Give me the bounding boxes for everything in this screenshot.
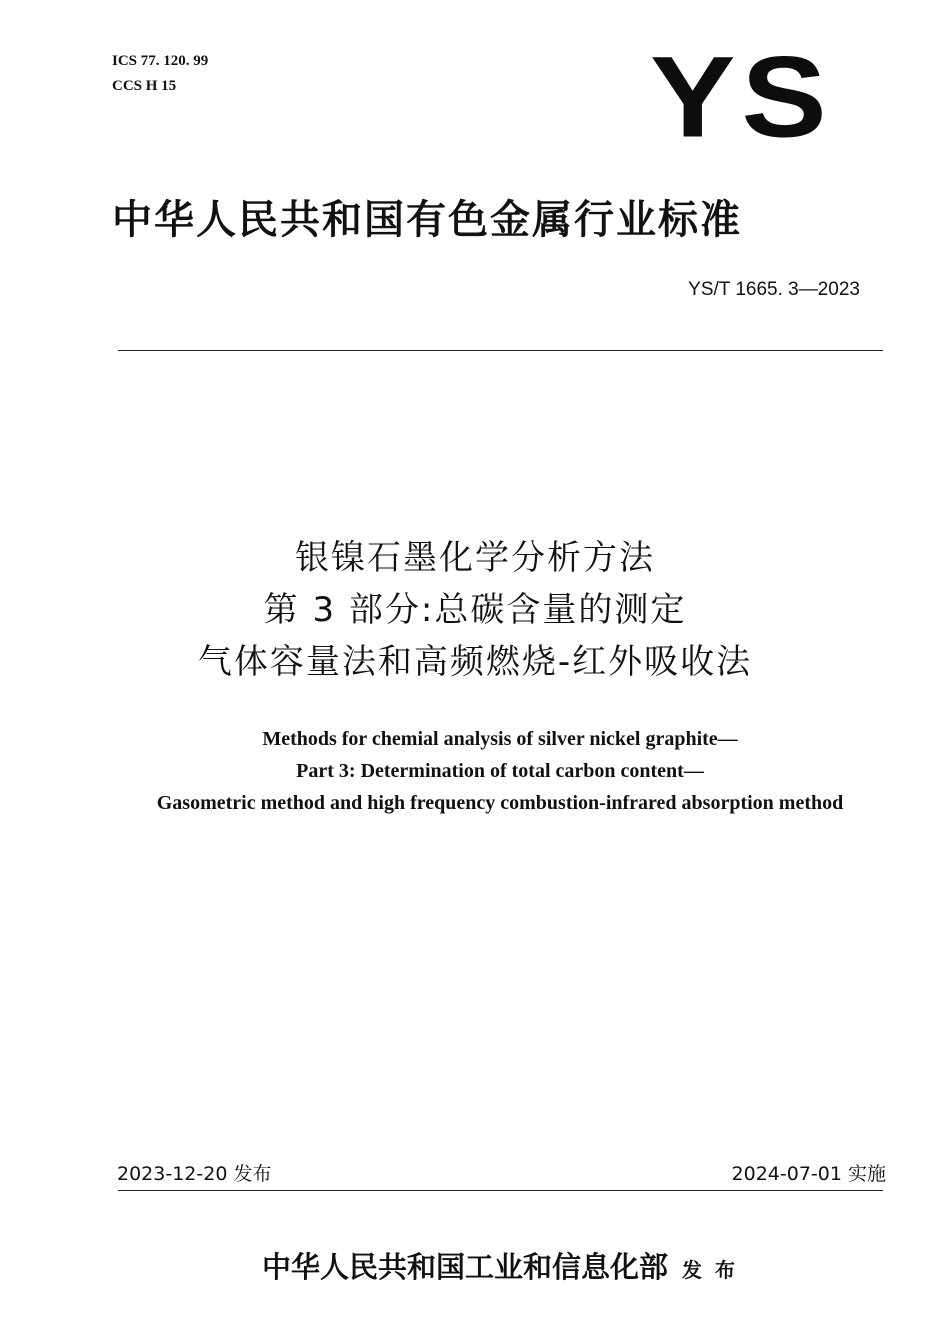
- industry-standard-heading: 中华人民共和国有色金属行业标准: [112, 197, 742, 243]
- english-title-line-3: Gasometric method and high frequency combustion-infrared absorption method: [156, 792, 844, 814]
- implementation-date: 2024-07-01 实施: [731, 1163, 886, 1185]
- issue-date: 2023-12-20 发布: [117, 1163, 272, 1185]
- issue-label: 发 布: [682, 1258, 738, 1282]
- chinese-title-line-1: 银镍石墨化学分析方法: [295, 538, 655, 578]
- chinese-title-line-3: 气体容量法和高频燃烧-红外吸收法: [197, 642, 753, 682]
- english-title-line-2: Part 3: Determination of total carbon content—: [296, 760, 704, 782]
- footer-divider: [118, 1190, 883, 1191]
- english-title: [0, 723, 950, 819]
- chinese-title: [0, 532, 950, 688]
- chinese-title-line-2: 第 3 部分:总碳含量的测定: [263, 590, 687, 630]
- ys-logo: YS: [650, 32, 833, 162]
- header-divider: [118, 350, 883, 351]
- english-title-line-1: Methods for chemial analysis of silver nickel graphite—: [262, 728, 738, 750]
- ics-code: ICS 77. 120. 99: [112, 53, 209, 69]
- issuing-authority: [0, 1247, 950, 1287]
- standard-number: YS/T 1665. 3—2023: [688, 279, 860, 300]
- ccs-code: CCS H 15: [112, 78, 177, 94]
- classification-codes: [112, 49, 208, 99]
- issuing-organization: 中华人民共和国工业和信息化部: [262, 1250, 669, 1284]
